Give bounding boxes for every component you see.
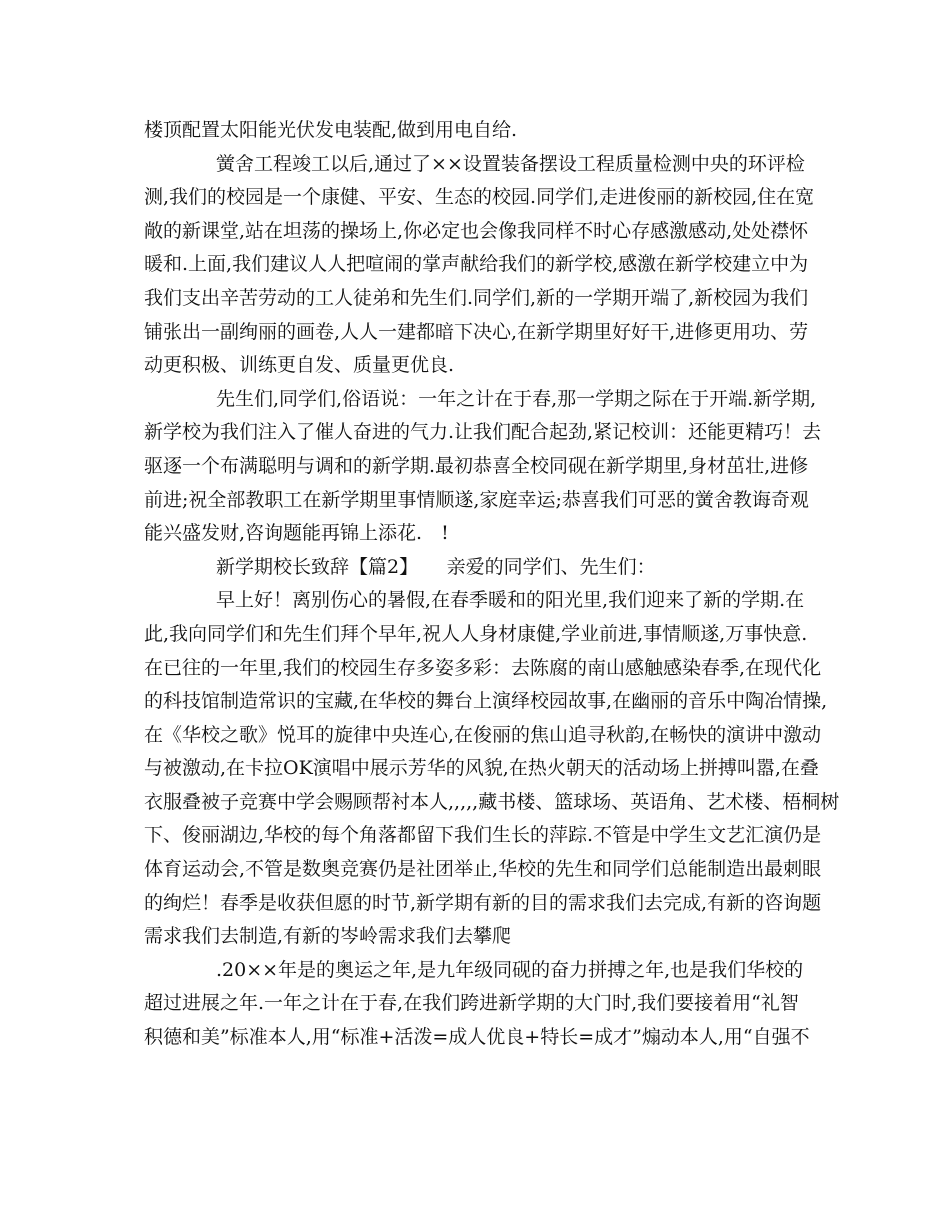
text-line: 的科技馆制造常识的宝藏,在华校的舞台上演绎校园故事,在幽丽的音乐中陶冶情操, — [144, 690, 828, 713]
text-line: 在已往的一年里,我们的校园生存多姿多彩：去陈腐的南山感触感染春季,在现代化 — [144, 656, 822, 679]
document-body — [144, 114, 840, 1055]
text-line: 在《华校之歌》悦耳的旋律中央连心,在俊丽的焦山追寻秋韵,在畅快的演讲中激动 — [144, 723, 822, 746]
text-line: 动更积极、训练更自发、质量更优良. — [144, 354, 455, 377]
text-line: 超过进展之年.一年之计在于春,在我们跨进新学期的大门时,我们要接着用“礼智 — [144, 992, 799, 1015]
text-line: 下、俊丽湖边,华校的每个角落都留下我们生长的萍踪.不管是中学生文艺汇演仍是 — [144, 824, 822, 847]
text-line: 新学校为我们注入了催人奋进的气力.让我们配合起劲,紧记校训：还能更精巧！去 — [144, 421, 822, 444]
text-line: 测,我们的校园是一个康健、平安、生态的校园.同学们,走进俊丽的新校园,住在宽 — [144, 186, 815, 209]
text-line: 敞的新课堂,站在坦荡的操场上,你必定也会像我同样不时心存感激感动,处处襟怀 — [144, 219, 809, 242]
text-line: 新学期校长致辞【篇2】 亲爱的同学们、先生们： — [216, 555, 656, 578]
text-line: 需求我们去制造,有新的岑岭需求我们去攀爬 — [144, 925, 512, 948]
text-line: 此,我向同学们和先生们拜个早年,祝人人身材康健,学业前进,事情顺遂,万事快意. — [144, 622, 808, 645]
text-line: 黉舍工程竣工以后,通过了××设置装备摆设工程质量检测中央的环评检 — [216, 152, 805, 175]
text-line: 的绚烂！春季是收获但愿的时节,新学期有新的目的需求我们去完成,有新的咨询题 — [144, 891, 822, 914]
text-line: 前进;祝全部教职工在新学期里事情顺遂,家庭幸运;恭喜我们可恶的黉舍教诲奇观 — [144, 488, 809, 511]
text-line: 我们支出辛苦劳动的工人徒弟和先生们.同学们,新的一学期开端了,新校园为我们 — [144, 286, 809, 309]
text-line: 铺张出一副绚丽的画卷,人人一建都暗下决心,在新学期里好好干,进修更用功、劳 — [144, 320, 809, 343]
text-line: 与被激动,在卡拉OK演唱中展示芳华的风貌,在热火朝天的活动场上拼搏叫嚣,在叠 — [144, 757, 819, 780]
text-line: 暖和.上面,我们建议人人把喧闹的掌声献给我们的新学校,感激在新学校建立中为 — [144, 253, 809, 276]
text-line: 早上好！离别伤心的暑假,在春季暖和的阳光里,我们迎来了新的学期.在 — [216, 589, 805, 612]
text-line: 驱逐一个布满聪明与调和的新学期.最初恭喜全校同砚在新学期里,身材茁壮,进修 — [144, 454, 809, 477]
text-line: 积德和美”标准本人,用“标准+活泼=成人优良+特长=成才”煽动本人,用“自强不 — [144, 1026, 810, 1049]
text-line: 衣服叠被子竞赛中学会赐顾帮衬本人,,,,,藏书楼、篮球场、英语角、艺术楼、梧桐树 — [144, 790, 840, 813]
text-line: 楼顶配置太阳能光伏发电装配,做到用电自给. — [144, 119, 518, 141]
text-line: .20××年是的奥运之年,是九年级同砚的奋力拼搏之年,也是我们华校的 — [216, 958, 804, 981]
text-line: 能兴盛发财,咨询题能再锦上添花. ! — [144, 522, 449, 545]
text-line: 体育运动会,不管是数奥竞赛仍是社团举止,华校的先生和同学们总能制造出最刺眼 — [144, 858, 822, 881]
text-line: 先生们,同学们,俗语说：一年之计在于春,那一学期之际在于开端.新学期, — [216, 387, 817, 410]
